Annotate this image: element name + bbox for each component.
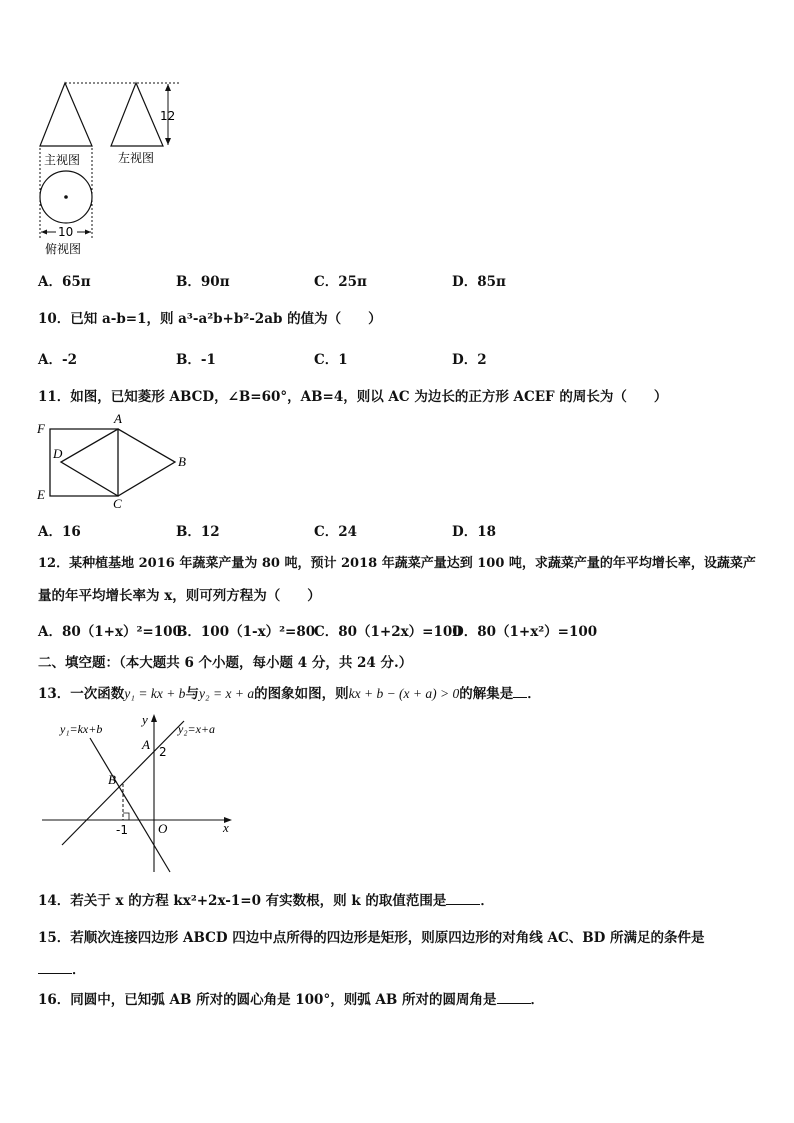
q15-end: ． — [72, 962, 86, 978]
q12-option-d: D．80（1+x²）=100 — [452, 624, 598, 640]
q12-option-c: C．80（1+2x）=100 — [314, 624, 462, 640]
q10-option-a: A．-2 — [38, 352, 77, 368]
left-view-triangle — [111, 83, 163, 146]
front-view-triangle — [40, 83, 92, 146]
q12-stem-line2: 量的年平均增长率为 x，则可列方程为（ ） — [38, 588, 321, 604]
q11-option-a: A．16 — [38, 524, 81, 540]
diameter-label: 10 — [58, 225, 74, 239]
point-e-label: E — [37, 487, 45, 502]
q14-end: ． — [480, 893, 494, 909]
three-view-figure — [30, 75, 190, 265]
q11-option-b: B．12 — [176, 524, 220, 540]
q14-stem — [38, 889, 494, 909]
q13-stem — [38, 682, 541, 702]
q13-mid2: 的图象如图，则 — [254, 686, 349, 702]
y2-label: y₂=x+a — [178, 722, 216, 736]
x-axis-label: x — [223, 820, 229, 835]
point-d-label: D — [53, 446, 63, 461]
linear-functions-graph — [38, 706, 248, 876]
minus-one-label: -1 — [116, 823, 128, 837]
point-f-label: F — [37, 421, 45, 436]
q10-option-b: B．-1 — [176, 352, 216, 368]
q10-stem: 10．已知 a-b=1，则 a³-a²b+b²-2ab 的值为（ ） — [38, 311, 382, 327]
q11-option-d: D．18 — [452, 524, 496, 540]
q16-stem — [38, 988, 544, 1008]
q14-answer-blank[interactable] — [446, 892, 480, 905]
q15-stem-line2 — [38, 958, 86, 978]
q13-inequality: kx + b − (x + a) > 0 — [348, 686, 460, 701]
q16-answer-blank[interactable] — [497, 991, 531, 1004]
q13-prefix: 13．一次函数 — [38, 686, 125, 702]
point-b-label: B — [178, 454, 186, 469]
q13-mid: 与 — [185, 686, 199, 702]
q16-end: ． — [530, 992, 544, 1008]
y1-label: y₁=kx+b — [60, 722, 103, 736]
q9-option-c: C．25π — [314, 274, 367, 290]
q12-stem-line1: 12．某种植基地 2016 年蔬菜产量为 80 吨，预计 2018 年蔬菜产量达到 100 吨，求蔬菜产量的年平均增长率，设蔬菜产 — [38, 556, 756, 571]
q13-suffix: 的解集是 — [459, 686, 514, 702]
q13-end: ． — [527, 686, 541, 702]
q12-option-b: B．100（1-x）²=80 — [176, 624, 316, 640]
point-c-label: C — [113, 496, 122, 511]
q15-stem-line1: 15．若顺次连接四边形 ABCD 四边中点所得的四边形是矩形，则原四边形的对角线 AC、BD 所满足的条件是 — [38, 930, 705, 946]
point-a-label: A — [114, 412, 122, 426]
q9-option-a: A．65π — [38, 274, 91, 290]
circle-center-dot — [64, 195, 68, 199]
y-axis-label: y — [142, 712, 148, 727]
point-b-label: B — [108, 772, 116, 787]
point-a-label: A — [142, 737, 150, 752]
q13-f2: y₂ = x + a — [198, 686, 255, 701]
q11-option-c: C．24 — [314, 524, 358, 540]
q14-text: 14．若关于 x 的方程 kx²+2x-1=0 有实数根，则 k 的取值范围是 — [38, 893, 447, 909]
q11-stem: 11．如图，已知菱形 ABCD，∠B=60°，AB=4，则以 AC 为边长的正方形 ACEF 的周长为（ ） — [38, 389, 668, 405]
intercept-2-label: 2 — [159, 745, 167, 759]
section-title: 二、填空题：（本大题共 6 个小题，每小题 4 分，共 24 分.） — [38, 655, 413, 671]
front-view-label: 主视图 — [44, 153, 81, 167]
q16-text: 16．同圆中，已知弧 AB 所对的圆心角是 100°，则弧 AB 所对的圆周角是 — [38, 992, 497, 1008]
q13-f1: y₁ = kx + b — [124, 686, 186, 701]
origin-label: O — [158, 821, 168, 836]
q15-answer-blank[interactable] — [38, 961, 72, 974]
top-view-label: 俯视图 — [45, 242, 82, 256]
q12-option-a: A．80（1+x）²=100 — [38, 624, 182, 640]
left-view-label: 左视图 — [118, 151, 155, 165]
square-acef — [50, 429, 118, 496]
q9-option-b: B．90π — [176, 274, 230, 290]
q10-option-c: C．1 — [314, 352, 348, 368]
rhombus-square-figure — [34, 412, 194, 512]
height-label: 12 — [160, 109, 176, 123]
q9-option-d: D．85π — [452, 274, 506, 290]
q10-option-d: D．2 — [452, 352, 487, 368]
q13-answer-blank[interactable] — [513, 685, 527, 698]
